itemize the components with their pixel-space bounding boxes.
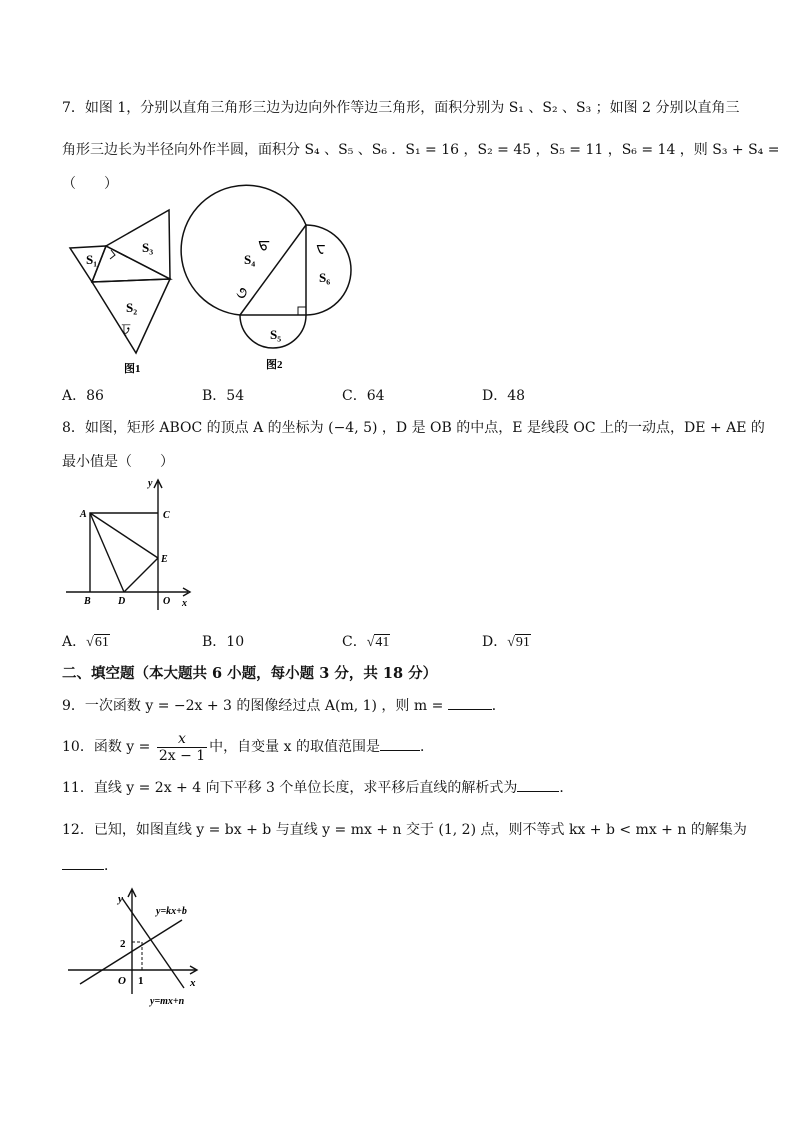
q12-fig-tick-1: 1	[138, 975, 144, 987]
q12-fig-line2-label: y=mx+n	[150, 996, 185, 1007]
fig2-label-s6: S₆	[319, 270, 331, 285]
q8-fig-point-d: D	[118, 596, 126, 607]
q9	[62, 696, 506, 716]
q10-numerator: x	[157, 731, 207, 748]
q8-option-d-letter: D．	[482, 634, 508, 650]
q11-text: 11．直线 y = 2x + 4 向下平移 3 个单位长度，求平移后直线的解析式为	[62, 780, 518, 796]
q8-fig-x-label: x	[182, 598, 187, 609]
q8-option-d-radicand: 91	[515, 635, 530, 650]
q8-fig-y-label: y	[148, 478, 153, 489]
q10-fraction	[157, 731, 207, 764]
q8-fig-point-b: B	[84, 596, 91, 607]
q8-fig-point-a: A	[80, 509, 87, 520]
q12-fig-line1-label: y=kx+b	[156, 906, 187, 917]
q7-line2: 角形三边长为半径向外作半圆，面积分 S₄ 、S₅ 、S₆ ．S₁ = 16 ，S₂ = 45 ，S₅ = 11 ，S₆ = 14 ，则 S₃ + S₄ =	[62, 142, 780, 158]
fig1-label-s2: S₂	[126, 300, 138, 315]
q12-fig-origin: O	[118, 975, 126, 987]
q7-option-a[interactable]: A．86	[62, 388, 104, 404]
q8-option-a-letter: A．	[62, 634, 87, 650]
fig1-scribble: ঢ়	[122, 322, 131, 338]
q10-answer-blank[interactable]	[380, 737, 420, 751]
q10	[62, 730, 434, 764]
q12-line2	[62, 856, 118, 876]
fig2-scribble-2: ᠸ	[316, 239, 326, 256]
fig1-caption: 图1	[124, 363, 141, 375]
q8-line1: 8．如图，矩形 ABOC 的顶点 A 的坐标为 (−4, 5) ，D 是 OB 的中点，E 是线段 OC 上的一动点，DE + AE 的	[62, 420, 765, 436]
q11	[62, 778, 573, 798]
q8-option-c[interactable]	[342, 632, 390, 653]
q8-option-a[interactable]	[62, 632, 110, 653]
q8-option-c-radicand: 41	[375, 635, 390, 650]
q7-option-b[interactable]: B．54	[202, 388, 245, 404]
sqrt-symbol: √61	[86, 635, 109, 650]
q7-option-c[interactable]: C．64	[342, 388, 385, 404]
q12-answer-blank[interactable]	[62, 856, 104, 870]
q8-fig-point-c: C	[163, 510, 170, 521]
q7-line1: 7．如图 1，分别以直角三角形三边为边向外作等边三角形，面积分别为 S₁ 、S₂ 、S₃ ；如图 2 分别以直角三	[62, 100, 740, 116]
q8-fig-origin: O	[163, 596, 171, 607]
q7-line3: （ ）	[62, 176, 118, 192]
q8-option-d[interactable]	[482, 632, 531, 653]
q8-fig-point-e: E	[161, 554, 168, 565]
q12-end: ．	[104, 858, 118, 874]
q8-option-b[interactable]	[202, 632, 244, 652]
q8-line2: 最小值是（ ）	[62, 454, 174, 470]
q8-figure	[62, 476, 196, 614]
fig1-label-s3: S₃	[142, 240, 154, 255]
q11-end: ．	[559, 780, 574, 796]
q10-end: ．	[419, 739, 434, 755]
fig2-scribble-3: ૭	[236, 285, 248, 302]
q8-option-c-letter: C．	[342, 634, 367, 650]
q10-text-middle: 中，自变量 x 的取值范围是	[209, 739, 380, 755]
q10-denominator: 2x − 1	[158, 747, 206, 764]
q7-figure-1	[64, 206, 194, 376]
q12-figure	[66, 884, 216, 1010]
fig2-label-s4: S₄	[244, 252, 256, 267]
q11-answer-blank[interactable]	[517, 778, 559, 792]
q8-option-a-radicand: 61	[94, 635, 109, 650]
section-2-heading: 二、填空题（本大题共 6 小题，每小题 3 分，共 18 分）	[62, 665, 438, 682]
fig1-label-s1: S₁	[86, 252, 98, 267]
q12-line1: 12．已知，如图直线 y = bx + b 与直线 y = mx + n 交于 (1, 2) 点，则不等式 kx + b < mx + n 的解集为	[62, 822, 747, 838]
q7-option-d[interactable]: D．48	[482, 388, 526, 404]
q12-fig-tick-2: 2	[120, 938, 126, 950]
q12-fig-y-label: y	[118, 893, 123, 905]
q8-option-b-letter: B．	[202, 634, 227, 650]
q8-option-b-value: 10	[226, 634, 245, 650]
q10-text: 10．函数 y =	[62, 739, 151, 755]
fig2-scribble-1: ᠳ	[258, 235, 270, 252]
q9-text: 9．一次函数 y = −2x + 3 的图像经过点 A(m, 1) ，则 m =	[62, 698, 444, 714]
sqrt-symbol: √41	[366, 635, 390, 650]
sqrt-symbol: √91	[507, 635, 530, 650]
q7-figure-2	[212, 208, 362, 372]
fig2-label-s5: S₅	[270, 327, 282, 342]
q9-answer-blank[interactable]	[448, 696, 492, 710]
q12-fig-x-label: x	[190, 977, 196, 989]
fig2-caption: 图2	[266, 359, 283, 371]
q9-end: ．	[491, 698, 506, 714]
